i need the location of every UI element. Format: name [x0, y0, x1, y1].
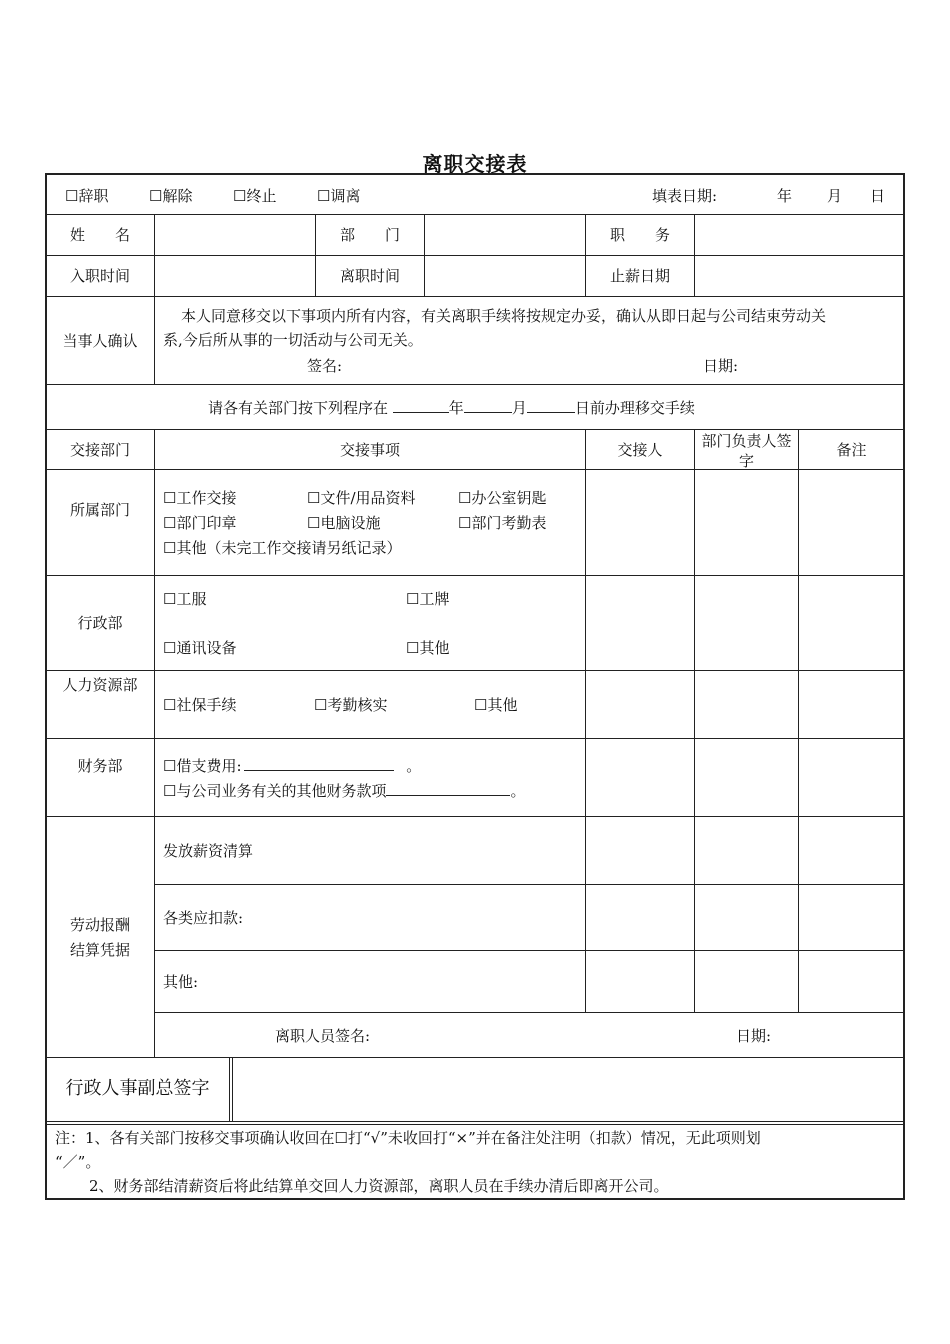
instruction-year: 年	[448, 399, 464, 417]
item-office-key[interactable]: ☐办公室钥匙	[458, 489, 547, 507]
instruction-month: 月	[511, 399, 527, 417]
item-admin-other[interactable]: ☐其他	[406, 639, 450, 657]
row-divider	[46, 296, 904, 297]
finance-other-line	[163, 781, 525, 801]
confirm-text-line1: 本人同意移交以下事项内所有内容，有关离职手续将按规定办妥，确认从即日起与公司结束劳动关	[181, 307, 827, 325]
option-terminate[interactable]: ☐终止	[233, 187, 277, 205]
item-dept-seal[interactable]: ☐部门印章	[163, 514, 237, 532]
col-header-items: 交接事项	[339, 441, 400, 459]
col-divider	[232, 1057, 233, 1121]
row-divider	[46, 255, 904, 256]
item-computer[interactable]: ☐电脑设施	[307, 514, 381, 532]
row-divider	[46, 670, 904, 671]
option-dismiss[interactable]: ☐解除	[149, 187, 193, 205]
note-line2: “／”。	[55, 1153, 101, 1171]
settlement-other: 其他:	[163, 973, 199, 991]
col-divider	[154, 214, 155, 384]
col-header-dept: 交接部门	[69, 441, 130, 459]
row-divider	[46, 429, 904, 430]
option-resign[interactable]: ☐辞职	[65, 187, 109, 205]
instruction-month-blank[interactable]	[464, 398, 512, 413]
item-other[interactable]: ☐其他（未完工作交接请另纸记录）	[163, 539, 402, 557]
row-divider	[46, 575, 904, 576]
leave-date-label: 离职时间	[339, 267, 400, 285]
item-social-insurance[interactable]: ☐社保手续	[163, 696, 237, 714]
row-divider	[46, 738, 904, 739]
vp-sign-label: 行政人事副总签字	[65, 1078, 210, 1099]
row-divider	[46, 214, 904, 215]
item-attendance-check[interactable]: ☐考勤核实	[314, 696, 388, 714]
finance-loan-line	[163, 756, 421, 776]
dept-label: 部 门	[339, 226, 400, 244]
confirm-label: 当事人确认	[62, 332, 138, 350]
col-header-head-sign-cell	[695, 431, 798, 469]
confirm-date-label: 日期:	[703, 357, 739, 375]
item-hr-other[interactable]: ☐其他	[474, 696, 518, 714]
confirm-sign-label: 签名:	[307, 357, 343, 375]
fill-date-label: 填表日期:	[652, 187, 718, 205]
col-divider	[694, 429, 695, 1012]
instruction-year-blank[interactable]	[393, 398, 449, 413]
item-comm-device[interactable]: ☐通讯设备	[163, 639, 237, 657]
instruction-line	[208, 398, 695, 418]
row-divider	[46, 816, 904, 817]
row-divider	[46, 1057, 904, 1058]
row-divider	[155, 1012, 904, 1013]
item-finance-other[interactable]: ☐与公司业务有关的其他财务款项	[163, 782, 387, 800]
row-divider	[155, 950, 904, 951]
row-divider	[46, 1124, 904, 1125]
name-label: 姓 名	[69, 226, 130, 244]
note-line1: 注：1、各有关部门按移交事项确认收回在☐打“√”未收回打“×”并在备注处注明（扣款）情况，无此项则划	[55, 1129, 761, 1147]
loan-blank[interactable]	[244, 756, 394, 771]
row-divider	[46, 1121, 904, 1122]
form-table	[45, 173, 905, 1200]
finance-label: 财务部	[77, 757, 123, 775]
fill-date-month: 月	[827, 187, 843, 205]
col-divider	[585, 429, 586, 1012]
finance-other-blank[interactable]	[386, 781, 510, 796]
note-line3: 2、财务部结清薪资后将此结算单交回人力资源部，离职人员在手续办清后即离开公司。	[89, 1177, 669, 1195]
item-uniform[interactable]: ☐工服	[163, 590, 207, 608]
instruction-prefix: 请各有关部门按下列程序在	[208, 399, 389, 417]
instruction-day-blank[interactable]	[527, 398, 575, 413]
row-divider	[155, 884, 904, 885]
settlement-sign-label: 离职人员签名:	[275, 1027, 371, 1045]
col-header-handler: 交接人	[617, 441, 663, 459]
col-divider	[154, 429, 155, 1057]
own-dept-label: 所属部门	[69, 501, 130, 519]
item-loan[interactable]: ☐借支费用:	[163, 757, 242, 775]
confirm-text-line2: 系,今后所从事的一切活动与公司无关。	[163, 331, 423, 349]
admin-label: 行政部	[77, 614, 123, 632]
row-divider	[46, 469, 904, 470]
item-attendance-sheet[interactable]: ☐部门考勤表	[458, 514, 547, 532]
finance-other-end: 。	[510, 782, 526, 800]
col-divider	[229, 1057, 230, 1121]
col-divider	[798, 429, 799, 1012]
item-badge[interactable]: ☐工牌	[406, 590, 450, 608]
hr-label: 人力资源部	[62, 676, 138, 694]
col-header-head-sign: 部门负责人签字	[701, 432, 792, 469]
loan-end: 。	[406, 757, 422, 775]
col-header-remark: 备注	[836, 441, 867, 459]
fill-date-day: 日	[870, 187, 886, 205]
option-transfer[interactable]: ☐调离	[317, 187, 361, 205]
instruction-suffix: 日前办理移交手续	[574, 399, 695, 417]
row-divider	[46, 384, 904, 385]
fill-date-year: 年	[777, 187, 793, 205]
settlement-label-line2: 结算凭据	[69, 941, 130, 959]
salary-stop-label: 止薪日期	[609, 267, 670, 285]
item-documents[interactable]: ☐文件/用品资料	[307, 489, 416, 507]
hire-date-label: 入职时间	[69, 267, 130, 285]
settlement-deductions: 各类应扣款:	[163, 909, 244, 927]
position-label: 职 务	[609, 226, 670, 244]
settlement-salary: 发放薪资清算	[163, 842, 254, 860]
col-divider	[694, 214, 695, 296]
settlement-date-label: 日期:	[736, 1027, 772, 1045]
settlement-label-line1: 劳动报酬	[69, 916, 130, 934]
item-work-handover[interactable]: ☐工作交接	[163, 489, 237, 507]
col-divider	[424, 214, 425, 296]
page-title: 离职交接表	[422, 152, 528, 176]
